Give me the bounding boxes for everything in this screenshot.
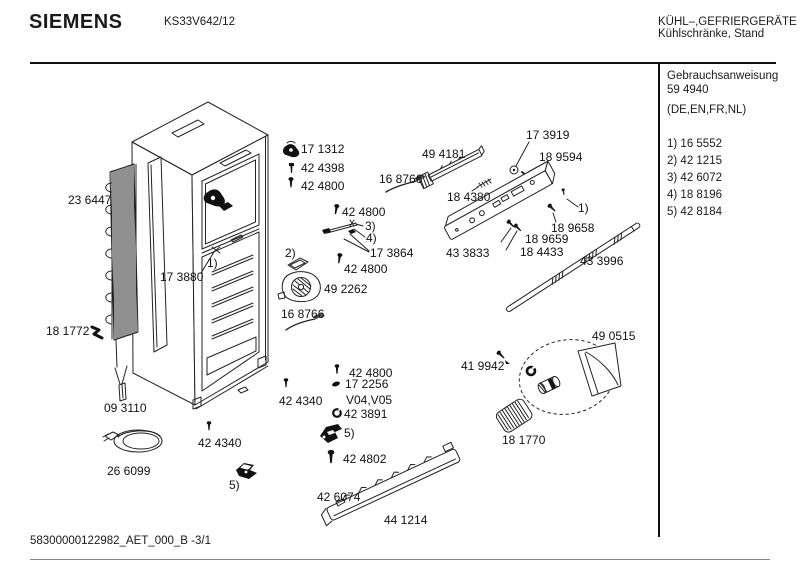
bulb-icon xyxy=(537,375,562,394)
sensor-09-3110 xyxy=(115,340,127,401)
part-label-18-9658: 18 9658 xyxy=(551,221,595,235)
part-label-42-4800: 42 4800 xyxy=(301,179,345,193)
manual-number: 59 4940 xyxy=(667,84,709,96)
strip-16-8766-lower xyxy=(286,313,325,330)
part-label-17-3864: 17 3864 xyxy=(370,246,414,260)
rod-17-3864 xyxy=(322,220,369,252)
part-label-18-9659: 18 9659 xyxy=(525,232,569,246)
part-label-1: 1) xyxy=(578,201,589,215)
footer-rule xyxy=(30,559,770,560)
part-17-2256-icon xyxy=(331,381,340,388)
screw-42-4340-left-icon xyxy=(207,421,212,430)
cover-plate-icon xyxy=(288,258,308,270)
part-label-49-0515: 49 0515 xyxy=(592,329,636,343)
condenser-23-6447 xyxy=(106,164,138,340)
part-label-18-4380: 18 4380 xyxy=(447,190,491,204)
leader-screws xyxy=(501,228,517,250)
part-label-26-6099: 26 6099 xyxy=(107,464,151,478)
hinge-17-1312-icon xyxy=(283,141,299,157)
model-number: KS33V642/12 xyxy=(164,16,235,28)
screw-42-4800-icon-4 xyxy=(335,364,340,374)
reference-item: 4) 18 8196 xyxy=(667,189,722,201)
reference-item: 2) 42 1215 xyxy=(667,155,722,167)
screw-42-4800-icon xyxy=(288,177,293,187)
part-label-09-3110: 09 3110 xyxy=(104,401,147,415)
manual-languages: (DE,EN,FR,NL) xyxy=(667,104,747,116)
part-label-18-1772: 18 1772 xyxy=(46,324,90,338)
part-label-42-6074: 42 6074 xyxy=(317,490,361,504)
manual-label: Gebrauchsanweisung xyxy=(667,70,779,82)
part-label-17-3919: 17 3919 xyxy=(526,128,570,142)
part-label-42-4802: 42 4802 xyxy=(343,452,387,466)
reference-item: 1) 16 5552 xyxy=(667,138,722,150)
power-cord-26-6099 xyxy=(103,430,162,452)
kick-plate-44-1214 xyxy=(317,442,462,526)
part-label-42-4398: 42 4398 xyxy=(301,161,345,175)
part-label-2: 2) xyxy=(285,246,296,260)
bracket-5-mid-icon xyxy=(320,424,342,443)
trim-strip-43-3996 xyxy=(506,222,642,313)
part-label-5: 5) xyxy=(344,426,355,440)
part-label-3: 3) xyxy=(365,219,376,233)
lamp-grille-18-1770 xyxy=(494,397,533,434)
fan-49-2262 xyxy=(278,272,320,302)
screw-42-4800-icon-3 xyxy=(336,253,342,264)
category-line1: KÜHL–,GEFRIERGERÄTE xyxy=(658,16,797,28)
part-label-43-3833: 43 3833 xyxy=(446,246,490,260)
part-label-17-3880: 17 3880 xyxy=(160,270,204,284)
reference-item: 5) 42 8184 xyxy=(667,206,722,218)
part-label-49-2262: 49 2262 xyxy=(324,282,368,296)
screw-ref1-icon xyxy=(561,188,565,195)
part-label-5: 5) xyxy=(229,478,240,492)
part-label-17-2256: 17 2256 xyxy=(345,377,389,391)
grommet-42-3891-icon xyxy=(333,408,341,417)
part-label-42-3891: 42 3891 xyxy=(344,407,388,421)
part-label-42-4800: 42 4800 xyxy=(349,366,393,380)
document-number: 58300000122982_AET_000_B -3/1 xyxy=(30,535,211,547)
part-label-49-4181: 49 4181 xyxy=(422,147,466,161)
part-label-43-3996: 43 3996 xyxy=(580,254,624,268)
part-label-42-4800: 42 4800 xyxy=(344,262,388,276)
part-label-4: 4) xyxy=(366,231,377,245)
spring-18-4380-icon xyxy=(472,179,491,191)
bracket-5-left-icon xyxy=(236,463,257,479)
part-label-23-6447: 23 6447 xyxy=(68,193,112,207)
part-label-16-8766: 16 8766 xyxy=(281,307,325,321)
lamp-assembly-49-0515 xyxy=(513,332,621,422)
part-label-17-1312: 17 1312 xyxy=(301,142,345,156)
screw-18-9658-icon xyxy=(547,203,557,213)
part-label-18-4433: 18 4433 xyxy=(520,245,564,259)
control-panel-43-3833 xyxy=(440,161,558,240)
pin-42-4398-icon xyxy=(289,163,294,173)
part-label-1: 1) xyxy=(207,256,218,270)
reference-item: 3) 42 6072 xyxy=(667,172,722,184)
rail-49-4181 xyxy=(418,145,487,189)
hook-18-1772 xyxy=(92,327,102,338)
category-line2: Kühlschränke, Stand xyxy=(658,27,765,40)
screw-42-4340-mid-icon xyxy=(284,378,289,387)
part-label-16-8766: 16 8766 xyxy=(379,172,423,186)
screw-18-4433-icon xyxy=(513,223,523,233)
part-label-18-1770: 18 1770 xyxy=(502,433,546,447)
leader-ref1 xyxy=(567,199,578,207)
leader-18-9658 xyxy=(553,213,556,222)
knob-17-3919-icon xyxy=(510,142,529,174)
part-label-V04-V05: V04,V05 xyxy=(346,393,393,407)
part-label-42-4340: 42 4340 xyxy=(198,436,242,450)
brand-logo: SIEMENS xyxy=(29,11,123,33)
screw-41-9942-icon xyxy=(496,350,506,360)
part-label-44-1214: 44 1214 xyxy=(384,513,428,527)
part-label-42-4800: 42 4800 xyxy=(342,205,386,219)
screw-42-4800-icon-2 xyxy=(333,204,340,215)
arrow-41-9942 xyxy=(505,360,510,364)
part-label-41-9942: 41 9942 xyxy=(461,359,505,373)
part-label-42-4340: 42 4340 xyxy=(279,394,323,408)
screw-42-4802-icon xyxy=(328,450,335,463)
part-label-18-9594: 18 9594 xyxy=(539,150,583,164)
